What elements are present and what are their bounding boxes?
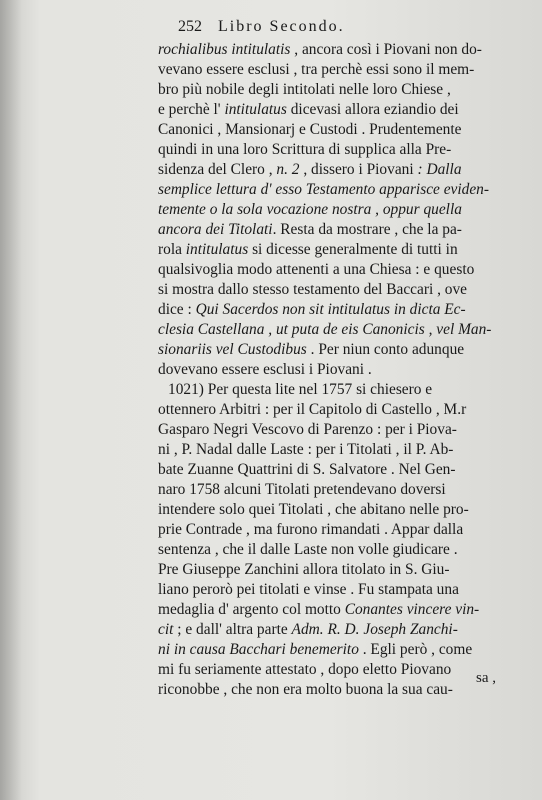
body-text — [158, 40, 528, 700]
roman-text: vevano essere esclusi , tra perchè essi sono il mem- — [158, 61, 475, 78]
text-line — [158, 500, 528, 520]
text-line — [158, 480, 528, 500]
roman-text: e perchè l' — [158, 101, 225, 118]
text-line — [158, 300, 528, 320]
roman-text: Canonici , Mansionarj e Custodi . Prudentemente — [158, 121, 462, 138]
italic-text: clesia Castellana , ut puta de eis Canonicis , vel Man- — [158, 321, 492, 338]
roman-text: si dicesse generalmente di tutti in — [248, 241, 458, 258]
italic-text: ni in causa Bacchari benemerito — [158, 641, 359, 658]
roman-text: rola — [158, 241, 186, 258]
italic-text: semplice lettura d' esso Testamento apparisce eviden- — [158, 181, 489, 198]
roman-text: . Resta da mostrare , che la pa- — [272, 221, 462, 238]
text-line — [158, 580, 528, 600]
roman-text: Gasparo Negri Vescovo di Parenzo : per i Piova- — [158, 421, 457, 438]
text-line — [158, 540, 528, 560]
roman-text: medaglia d' argento col motto — [158, 601, 345, 618]
text-line — [158, 600, 528, 620]
roman-text: qualsivoglia modo attenenti a una Chiesa : e questo — [158, 261, 475, 278]
text-line — [158, 160, 528, 180]
text-line — [158, 100, 528, 120]
page-number: 252 — [178, 18, 202, 35]
italic-text: intitulatus — [224, 101, 287, 118]
text-line — [158, 260, 528, 280]
roman-text: dovevano essere esclusi i Piovani . — [158, 361, 372, 378]
text-line — [158, 60, 528, 80]
text-line — [158, 200, 528, 220]
roman-text: dice : — [158, 301, 196, 318]
running-header — [178, 18, 522, 36]
text-line — [158, 240, 528, 260]
roman-text: , dissero i Piovani — [299, 161, 418, 178]
catchword: sa , — [476, 670, 496, 686]
text-line — [158, 680, 528, 700]
text-line — [158, 620, 528, 640]
text-line — [158, 220, 528, 240]
roman-text: ottennero Arbitri : per il Capitolo di Castello , M.r — [158, 401, 467, 418]
gutter-shadow — [0, 0, 22, 800]
roman-text: 1021) Per questa lite nel 1757 si chiesero e — [168, 381, 433, 398]
italic-text: sionariis vel Custodibus — [158, 341, 307, 358]
roman-text: bate Zuanne Quattrini di S. Salvatore . Nel Gen- — [158, 461, 456, 478]
text-line — [158, 340, 528, 360]
text-line — [158, 520, 528, 540]
roman-text: . Per niun conto adunque — [306, 341, 465, 358]
italic-text: Qui Sacerdos non sit intitulatus in dicta Ec- — [195, 301, 466, 318]
roman-text: quindi in una loro Scrittura di supplica alla Pre- — [158, 141, 452, 158]
italic-text: Conantes vincere vin- — [344, 601, 480, 618]
text-line — [158, 80, 528, 100]
roman-text: Pre Giuseppe Zanchini allora titolato in S. Giu- — [158, 561, 450, 578]
roman-text: . Egli però , come — [358, 641, 473, 658]
roman-text: bro più nobile degli intitolati nelle loro Chiese , — [158, 81, 451, 98]
italic-text: temente o la sola vocazione nostra , oppur quella — [158, 201, 462, 218]
roman-text: , ancora così i Piovani non do- — [290, 41, 482, 58]
italic-text: Adm. R. D. Joseph Zanchi- — [291, 621, 458, 638]
roman-text: mi fu seriamente attestato , dopo eletto Piovano — [158, 661, 452, 678]
roman-text: prie Contrade , ma furono rimandati . Appar dalla — [158, 521, 464, 538]
italic-text: intitulatus — [185, 241, 249, 258]
italic-text: cit — [158, 621, 174, 638]
roman-text: si mostra dallo stesso testamento del Baccari , ove — [158, 281, 468, 298]
italic-text: n. 2 — [276, 161, 300, 178]
roman-text: ; e dall' altra parte — [173, 621, 292, 638]
roman-text: naro 1758 alcuni Titolati pretendevano doversi — [158, 481, 446, 498]
italic-text: : Dalla — [417, 161, 462, 178]
text-line — [158, 120, 528, 140]
text-line — [158, 320, 528, 340]
text-line — [158, 440, 528, 460]
roman-text: intendere solo quei Titolati , che abitano nelle pro- — [158, 501, 469, 518]
italic-text: ancora dei Titolati — [158, 221, 273, 238]
text-line — [158, 460, 528, 480]
roman-text: sentenza , che il dalle Laste non volle giudicare . — [158, 541, 458, 558]
text-line — [158, 140, 528, 160]
running-title: Libro Secondo. — [218, 18, 345, 35]
text-line — [158, 180, 528, 200]
text-line — [158, 560, 528, 580]
text-line — [158, 360, 528, 380]
text-line — [158, 640, 528, 660]
roman-text: ni , P. Nadal dalle Laste : per i Titolati , il P. Ab- — [158, 441, 454, 458]
text-line — [158, 280, 528, 300]
roman-text: dicevasi allora eziandio dei — [286, 101, 459, 118]
roman-text: sidenza del Clero , — [158, 161, 277, 178]
text-line — [158, 420, 528, 440]
text-line — [158, 40, 528, 60]
text-line — [158, 400, 528, 420]
italic-text: rochialibus intitulatis — [158, 41, 291, 58]
text-line — [158, 380, 528, 400]
roman-text: riconobbe , che non era molto buona la sua cau- — [158, 681, 453, 698]
text-line — [158, 660, 528, 680]
roman-text: liano perorò pei titolati e vinse . Fu stampata una — [158, 581, 459, 598]
